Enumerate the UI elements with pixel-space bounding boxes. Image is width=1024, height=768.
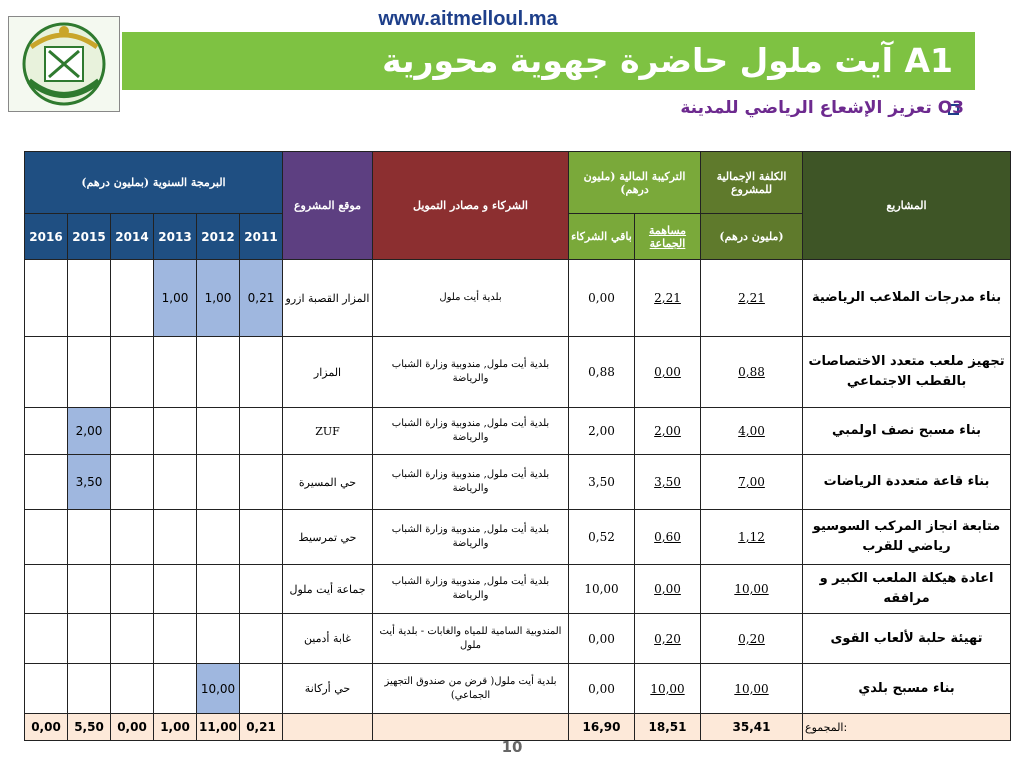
- page-title: A1 آيت ملول حاضرة جهوية محورية: [122, 32, 975, 90]
- site-cell: حي تمرسيط: [283, 510, 373, 565]
- table-row: [25, 565, 1011, 614]
- year-cell: 1,00: [197, 260, 240, 337]
- year-cell: 10,00: [197, 664, 240, 714]
- commune-cell: 2,21: [635, 260, 701, 337]
- site-cell: المزار: [283, 337, 373, 408]
- cost-cell: 2,21: [701, 260, 803, 337]
- year-cell: [25, 664, 68, 714]
- remaining-cell: 0,00: [569, 664, 635, 714]
- commune-cell: 3,50: [635, 455, 701, 510]
- site-cell: غابة أدمين: [283, 614, 373, 664]
- year-cell: [240, 337, 283, 408]
- year-cell: [25, 565, 68, 614]
- year-cell: [68, 337, 111, 408]
- site-cell: ZUF: [283, 408, 373, 455]
- partners-cell: بلدية أيت ملول, مندوبية وزارة الشباب والرياضة: [373, 455, 569, 510]
- project-site-header: موقع المشروع: [283, 152, 373, 260]
- project-name-cell: اعادة هيكلة الملعب الكبير و مرافقه: [803, 565, 1011, 614]
- year-cell: [197, 510, 240, 565]
- partners-cell: بلدية أيت ملول: [373, 260, 569, 337]
- year-cell: [25, 408, 68, 455]
- commune-cell: 0,00: [635, 565, 701, 614]
- remaining-cell: 3,50: [569, 455, 635, 510]
- commune-contribution-header: مساهمة الجماعة: [635, 214, 701, 260]
- year-cell: [154, 614, 197, 664]
- year-cell: [240, 664, 283, 714]
- year-header: 2014: [111, 214, 154, 260]
- year-cell: [111, 260, 154, 337]
- remaining-cell: 0,00: [569, 614, 635, 664]
- projects-header: المشاريع: [803, 152, 1011, 260]
- municipal-emblem-icon: [8, 16, 120, 112]
- year-cell: [111, 408, 154, 455]
- year-cell: [197, 565, 240, 614]
- cost-cell: 0,88: [701, 337, 803, 408]
- remaining-cell: 2,00: [569, 408, 635, 455]
- table-row: [25, 408, 1011, 455]
- partners-header: الشركاء و مصادر التمويل: [373, 152, 569, 260]
- year-cell: [154, 455, 197, 510]
- site-cell: حي المسيرة: [283, 455, 373, 510]
- year-cell: [111, 614, 154, 664]
- remaining-cell: 10,00: [569, 565, 635, 614]
- total-label: المجموع:: [803, 714, 1011, 741]
- partners-cell: بلدية أيت ملول, مندوبية وزارة الشباب والرياضة: [373, 510, 569, 565]
- annual-program-header: البرمجة السنوية (بمليون درهم): [25, 152, 283, 214]
- partners-cell: المندوبية السامية للمياه والغابات - بلدية أيت ملول: [373, 614, 569, 664]
- commune-cell: 2,00: [635, 408, 701, 455]
- year-cell: [68, 664, 111, 714]
- year-cell: [25, 337, 68, 408]
- year-cell: [240, 510, 283, 565]
- cost-cell: 7,00: [701, 455, 803, 510]
- partners-cell: بلدية أيت ملول, مندوبية وزارة الشباب والرياضة: [373, 408, 569, 455]
- year-header: 2013: [154, 214, 197, 260]
- table-row: [25, 664, 1011, 714]
- table-row: [25, 510, 1011, 565]
- year-cell: [25, 510, 68, 565]
- cost-cell: 10,00: [701, 664, 803, 714]
- year-cell: [154, 408, 197, 455]
- year-cell: [197, 337, 240, 408]
- remaining-cell: 0,52: [569, 510, 635, 565]
- year-cell: [240, 614, 283, 664]
- table-row: [25, 260, 1011, 337]
- page-number: 10: [501, 738, 523, 756]
- cost-cell: 4,00: [701, 408, 803, 455]
- project-name-cell: بناء مسبح بلدي: [803, 664, 1011, 714]
- total-empty-cell: [283, 714, 373, 741]
- year-cell: [25, 455, 68, 510]
- year-cell: [197, 408, 240, 455]
- year-cell: [111, 565, 154, 614]
- commune-cell: 10,00: [635, 664, 701, 714]
- year-cell: [240, 408, 283, 455]
- year-cell: 2,00: [68, 408, 111, 455]
- table-row: [25, 455, 1011, 510]
- million-dh-header: (مليون درهم): [701, 214, 803, 260]
- commune-cell: 0,00: [635, 337, 701, 408]
- year-cell: [25, 260, 68, 337]
- table-row: [25, 337, 1011, 408]
- year-header: 2011: [240, 214, 283, 260]
- cost-cell: 10,00: [701, 565, 803, 614]
- year-cell: [25, 614, 68, 664]
- total-year-cell: 0,00: [25, 714, 68, 741]
- year-cell: [197, 455, 240, 510]
- projects-table: [24, 151, 1011, 741]
- year-cell: [154, 664, 197, 714]
- financial-structure-header: التركيبة المالية (مليون درهم): [569, 152, 701, 214]
- year-cell: [111, 510, 154, 565]
- project-name-cell: بناء قاعة متعددة الرياضات: [803, 455, 1011, 510]
- total-year-cell: 1,00: [154, 714, 197, 741]
- site-cell: جماعة أيت ملول: [283, 565, 373, 614]
- remaining-cell: 0,88: [569, 337, 635, 408]
- site-cell: المزار القصبة ازرو: [283, 260, 373, 337]
- remaining-partners-header: باقي الشركاء: [569, 214, 635, 260]
- year-cell: [111, 664, 154, 714]
- total-year-cell: 11,00: [197, 714, 240, 741]
- total-year-cell: 0,21: [240, 714, 283, 741]
- cost-cell: 0,20: [701, 614, 803, 664]
- total-year-cell: 5,50: [68, 714, 111, 741]
- year-cell: [68, 260, 111, 337]
- year-cell: [68, 614, 111, 664]
- cost-cell: 1,12: [701, 510, 803, 565]
- total-commune-cell: 18,51: [635, 714, 701, 741]
- year-header: 2015: [68, 214, 111, 260]
- remaining-cell: 0,00: [569, 260, 635, 337]
- year-cell: [68, 510, 111, 565]
- project-name-cell: متابعة انجاز المركب السوسيو رياضي للقرب: [803, 510, 1011, 565]
- year-cell: [154, 337, 197, 408]
- year-cell: [111, 337, 154, 408]
- partners-cell: بلدية أيت ملول, مندوبية وزارة الشباب والرياضة: [373, 337, 569, 408]
- project-name-cell: تهيئة حلبة لألعاب القوى: [803, 614, 1011, 664]
- partners-cell: بلدية أيت ملول( قرض من صندوق التجهيز الجماعي): [373, 664, 569, 714]
- totals-row: [25, 714, 1011, 741]
- year-cell: [240, 455, 283, 510]
- commune-cell: 0,60: [635, 510, 701, 565]
- year-cell: 1,00: [154, 260, 197, 337]
- project-name-cell: بناء مدرجات الملاعب الرياضية: [803, 260, 1011, 337]
- year-cell: [197, 614, 240, 664]
- year-cell: [240, 565, 283, 614]
- year-cell: [154, 510, 197, 565]
- total-year-cell: 0,00: [111, 714, 154, 741]
- year-header: 2016: [25, 214, 68, 260]
- project-name-cell: تجهيز ملعب متعدد الاختصاصات بالقطب الاجتماعي: [803, 337, 1011, 408]
- website-url[interactable]: www.aitmelloul.ma: [378, 8, 558, 30]
- project-name-cell: بناء مسبح نصف اولمبي: [803, 408, 1011, 455]
- site-cell: حي أركانة: [283, 664, 373, 714]
- total-cost-header: الكلفة الإجمالية للمشروع: [701, 152, 803, 214]
- table-row: [25, 614, 1011, 664]
- year-cell: [68, 565, 111, 614]
- total-remaining-cell: 16,90: [569, 714, 635, 741]
- year-cell: 0,21: [240, 260, 283, 337]
- year-cell: [154, 565, 197, 614]
- section-subtitle: O3 تعزيز الإشعاع الرياضي للمدينة: [680, 98, 964, 118]
- year-cell: 3,50: [68, 455, 111, 510]
- partners-cell: بلدية أيت ملول, مندوبية وزارة الشباب والرياضة: [373, 565, 569, 614]
- total-cost-cell: 35,41: [701, 714, 803, 741]
- total-empty-cell: [373, 714, 569, 741]
- year-header: 2012: [197, 214, 240, 260]
- year-cell: [111, 455, 154, 510]
- commune-cell: 0,20: [635, 614, 701, 664]
